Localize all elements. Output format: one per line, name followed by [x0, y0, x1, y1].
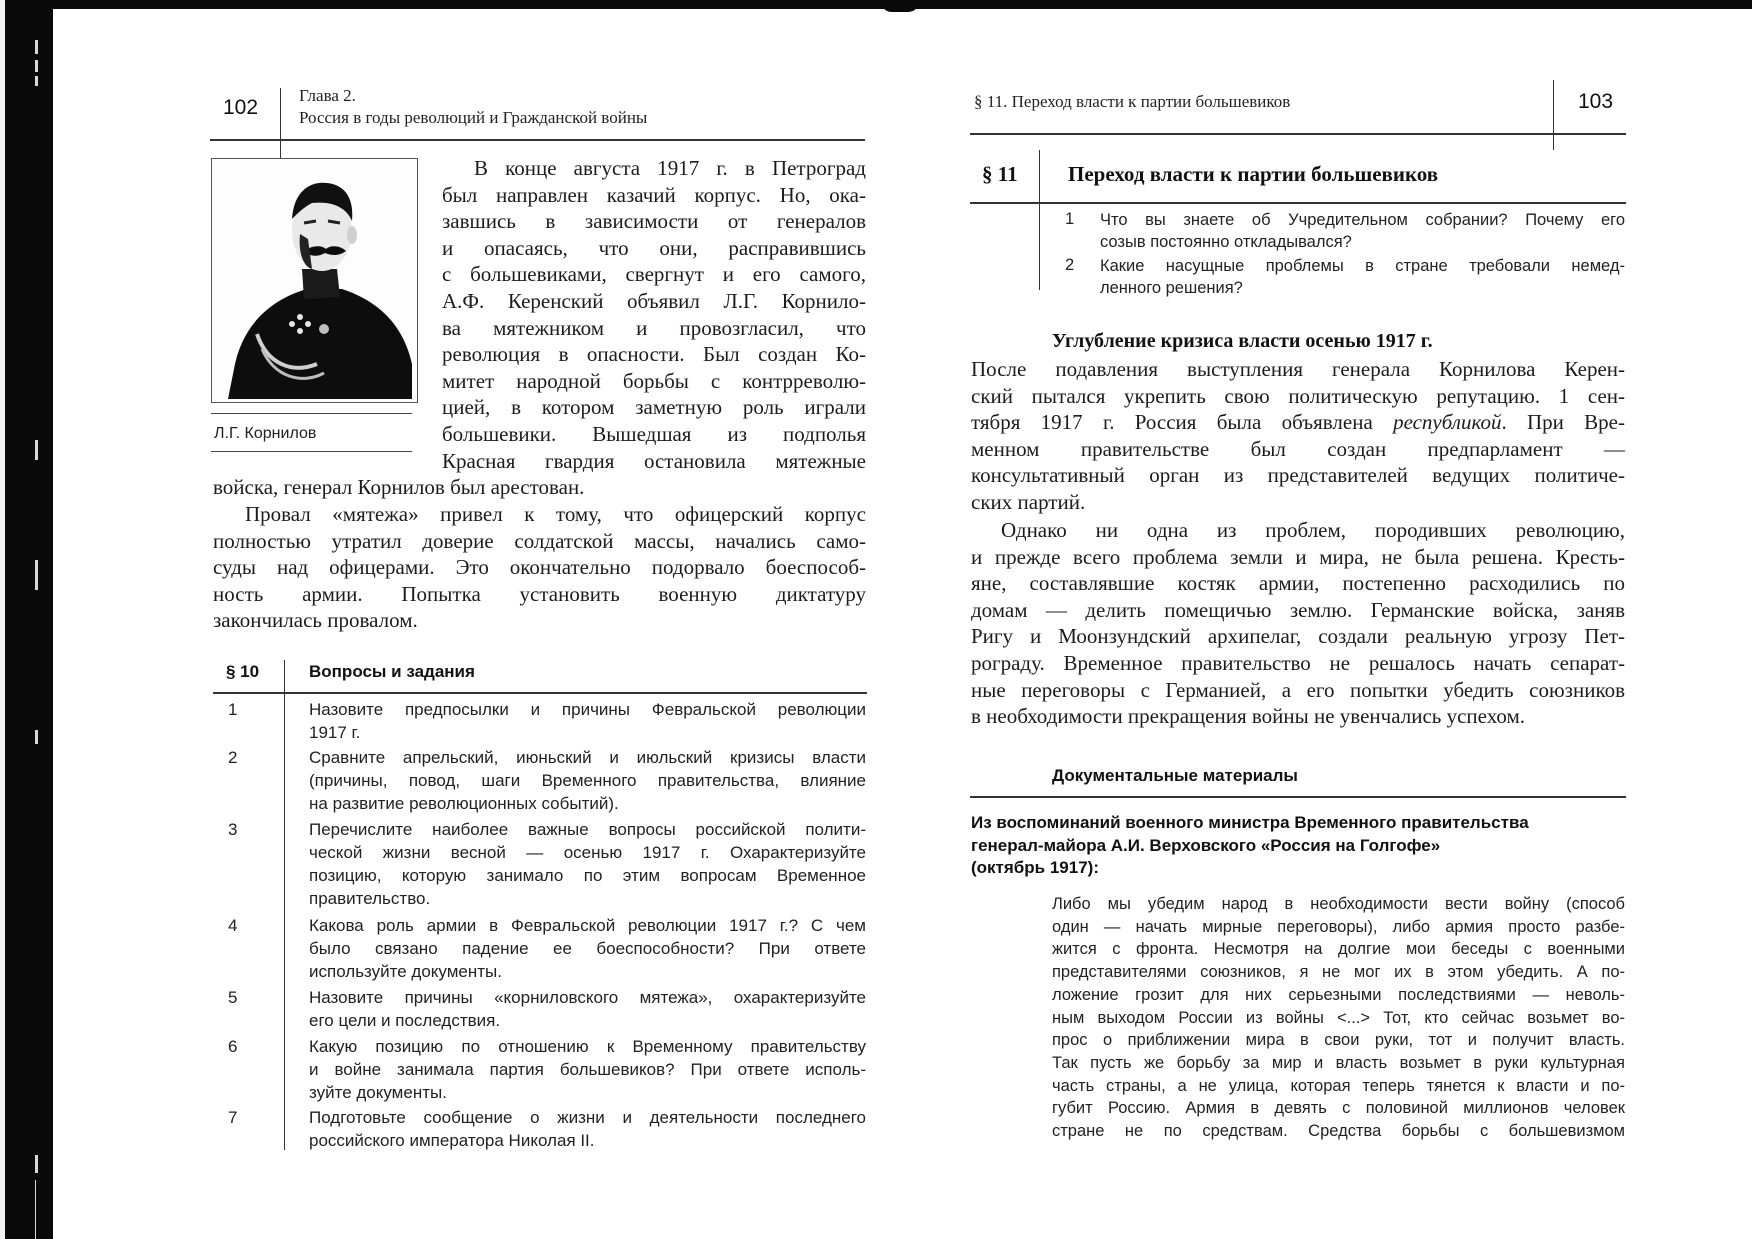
header-rule-right	[970, 133, 1626, 135]
text-line: менном правительстве был создан предпарламент —	[971, 436, 1625, 461]
text-run: тября 1917 г. Россия была объявлена	[971, 410, 1394, 435]
question-number: 1	[228, 700, 238, 719]
section-divider	[1039, 150, 1040, 290]
text-line: Провал «мятежа» привел к тому, что офицерский корпус	[245, 502, 866, 526]
intro-question-number: 1	[1065, 210, 1075, 228]
text-line: суды над офицерами. Это окончательно подорвало боеспособ-	[213, 555, 866, 580]
text-line: цией, в котором заметную роль играли	[442, 395, 866, 420]
quote-line: жится с фронта. Несмотря на долгие мои беседы с военными	[1052, 940, 1625, 959]
source-line: Из воспоминаний военного министра Временного правительства	[971, 813, 1529, 832]
text-line: домам — делить помещичью землю. Германские войска, заняв	[971, 597, 1625, 622]
chapter-label: Глава 2.	[299, 86, 356, 105]
questions-divider	[284, 660, 285, 1150]
quote-line: губит Россию. Армия в девять с половиной миллионов человек	[1052, 1099, 1625, 1118]
question-text	[309, 986, 866, 1032]
question-text	[309, 698, 866, 744]
documents-heading: Документальные материалы	[1052, 766, 1298, 785]
text-line: ность армии. Попытка установить военную диктатуру	[213, 581, 866, 606]
intro-question-text	[1100, 255, 1625, 299]
question-line: (причины, повод, шаги Временного правительства, влияние	[309, 771, 866, 790]
section-number: § 11	[982, 162, 1018, 186]
text-line: В конце августа 1917 г. в Петроград	[474, 156, 866, 180]
quote-line: прос о приближении мира в свои руки, тот и получит власть.	[1052, 1031, 1625, 1050]
question-line: используйте документы.	[309, 962, 503, 981]
question-line: Сравните апрельский, июньский и июльский кризисы власти	[309, 748, 866, 767]
quote-line: стране не по средствам. Средства борьбы с большевизмом	[1052, 1122, 1625, 1141]
text-line: ва мятежником и провозгласил, что	[442, 315, 866, 340]
portrait-photo	[211, 158, 418, 403]
question-number: 5	[228, 988, 238, 1007]
text-line: большевики. Вышедшая из подполья	[442, 421, 866, 446]
question-number: 2	[228, 748, 238, 767]
portrait-image-icon	[212, 159, 418, 403]
text-line: был направлен казачий корпус. Но, ока-	[442, 182, 866, 207]
text-line: После подавления выступления генерала Корнилова Керен-	[971, 357, 1625, 381]
text-line: А.Ф. Керенский объявил Л.Г. Корнило-	[442, 288, 866, 313]
question-line: 1917 г.	[309, 723, 361, 742]
section-title: Переход власти к партии большевиков	[1068, 162, 1439, 186]
text-line: в необходимости прекращения войны не увенчались успехом.	[971, 704, 1526, 729]
text-line: и опасаясь, что они, расправившись	[442, 235, 866, 260]
document-quote	[1052, 893, 1625, 1143]
question-line: Что вы знаете об Учредительном собрании? Почему его	[1100, 211, 1625, 229]
question-line: позицию, которую занимало по этим вопросам Временное	[309, 866, 866, 885]
question-text	[309, 1106, 866, 1152]
text-line: с большевиками, свергнут и его самого,	[442, 262, 866, 287]
question-number: 6	[228, 1037, 238, 1056]
text-line: митет народной борьбы с контрреволю-	[442, 368, 866, 393]
text-line: ные переговоры с Германией, а его попытки убедить союзников	[971, 677, 1625, 702]
text-line: рограду. Временное правительство не решалось начать сепарат-	[971, 650, 1625, 675]
paragraph-kornilov-revolt-end	[213, 474, 866, 501]
question-line: правительство.	[309, 889, 431, 908]
question-line: российского императора Николая II.	[309, 1131, 595, 1150]
text-line: закончилась провалом.	[213, 608, 418, 633]
question-line: Назовите причины «корниловского мятежа», охарактеризуйте	[309, 988, 866, 1007]
scan-border-top	[0, 0, 1752, 9]
running-head-left	[299, 85, 647, 129]
header-divider	[1553, 80, 1554, 150]
quote-line: Либо мы убедим народ в необходимости вести войну (способ	[1052, 895, 1625, 913]
subheading-crisis: Углубление кризиса власти осенью 1917 г.	[1052, 330, 1433, 352]
portrait-caption: Л.Г. Корнилов	[214, 425, 317, 442]
question-line: на развитие революционных событий).	[309, 794, 619, 813]
quote-line: представителями союзников, я не мог их в этом убедить. А по-	[1052, 963, 1625, 982]
question-line: Какие насущные проблемы в стране требовали немед-	[1100, 257, 1625, 275]
text-line: и прежде всего проблема земли и мира, не была решена. Кресть-	[971, 544, 1625, 569]
question-line: его цели и последствия.	[309, 1011, 501, 1030]
question-line: Перечислите наиболее важные вопросы российской полити-	[309, 820, 866, 839]
text-line: войска, генерал Корнилов был арестован.	[213, 475, 585, 499]
paragraph-failure-of-mutiny	[213, 501, 866, 634]
header-rule-left	[210, 139, 865, 141]
paragraph-unsolved-problems	[971, 517, 1625, 730]
paragraph-kornilov-revolt	[442, 155, 866, 474]
intro-question-text	[1100, 209, 1625, 253]
section-title-rule	[970, 202, 1626, 204]
text-line: яне, составлявшие костяк армии, постепенно расходились по	[971, 571, 1625, 596]
question-line: Назовите предпосылки и причины Февральской революции	[309, 700, 866, 719]
text-line: завшись в зависимости от генералов	[442, 209, 866, 234]
caption-rule-top	[211, 413, 412, 414]
page-number-right: 103	[1578, 90, 1614, 113]
quote-line: часть страны, а не улица, которая теперь тянется к власти и по-	[1052, 1076, 1625, 1095]
questions-title: Вопросы и задания	[309, 662, 475, 681]
question-number: 7	[228, 1108, 238, 1127]
questions-header-rule	[213, 692, 867, 694]
question-text	[309, 746, 866, 815]
text-line: полностью утратил доверие солдатской массы, начались само-	[213, 528, 866, 553]
question-line: Какую позицию по отношению к Временному правительству	[309, 1037, 866, 1056]
question-line: и войне занимала партия большевиков? При ответе исполь-	[309, 1060, 866, 1079]
document-source	[971, 812, 1625, 880]
text-run: . При Вре-	[1501, 410, 1625, 435]
text-line: революция в опасности. Был создан Ко-	[442, 342, 866, 367]
text-line: ский пытался укрепить свою политическую репутацию. 1 сен-	[971, 383, 1625, 408]
quote-line: ложение грозит для них серьезными последствиями — неволь-	[1052, 985, 1625, 1004]
text-line: ских партий.	[971, 489, 1086, 514]
quote-line: Так пусть же борьбу за мир и власть возьмет в руки культурная	[1052, 1053, 1625, 1072]
text-line: Однако ни одна из проблем, породивших революцию,	[1001, 518, 1625, 542]
chapter-title: Россия в годы революций и Гражданской войны	[299, 108, 648, 127]
scan-border-notch	[880, 0, 920, 12]
scan-border-left	[5, 0, 53, 1239]
question-line: ческой жизни весной — осенью 1917 г. Охарактеризуйте	[309, 843, 866, 862]
source-line: (октябрь 1917):	[971, 858, 1099, 877]
emphasis-republic: республикой	[1393, 410, 1502, 435]
question-line: созыв постоянно откладывался?	[1100, 233, 1352, 251]
header-divider	[280, 88, 281, 158]
question-number: 4	[228, 916, 238, 935]
caption-rule-bottom	[211, 451, 412, 452]
documents-rule	[970, 796, 1626, 798]
question-text	[309, 914, 866, 983]
quote-line: ным выходом России из войны <...> Тот, кто сейчас возьмет во-	[1052, 1008, 1625, 1027]
paragraph-republic	[971, 356, 1625, 516]
question-line: Подготовьте сообщение о жизни и деятельности последнего	[309, 1108, 866, 1127]
questions-section-number: § 10	[226, 662, 260, 681]
quote-line: один — начать мирные переговоры), либо армия просто разбе-	[1052, 917, 1625, 936]
question-line: ленного решения?	[1100, 279, 1243, 297]
question-line: было связано падение ее боеспособности? При ответе	[309, 939, 866, 958]
question-number: 3	[228, 820, 238, 839]
text-line: Красная гвардия остановила мятежные	[442, 448, 866, 473]
page-number-left: 102	[223, 96, 259, 119]
question-line: Какова роль армии в Февральской революции 1917 г.? С чем	[309, 916, 866, 935]
intro-question-number: 2	[1065, 256, 1075, 274]
text-line: консультативный орган из представителей ведущих политиче-	[971, 463, 1625, 488]
text-line	[971, 409, 1625, 436]
running-head-right: § 11. Переход власти к партии большевиков	[974, 92, 1291, 111]
source-line: генерал-майора А.И. Верховского «Россия на Голгофе»	[971, 835, 1441, 855]
question-text	[309, 1035, 866, 1104]
text-line: Ригу и Моонзундский архипелаг, создали реальную угрозу Пет-	[971, 624, 1625, 649]
question-text	[309, 818, 866, 910]
question-line: зуйте документы.	[309, 1083, 447, 1102]
